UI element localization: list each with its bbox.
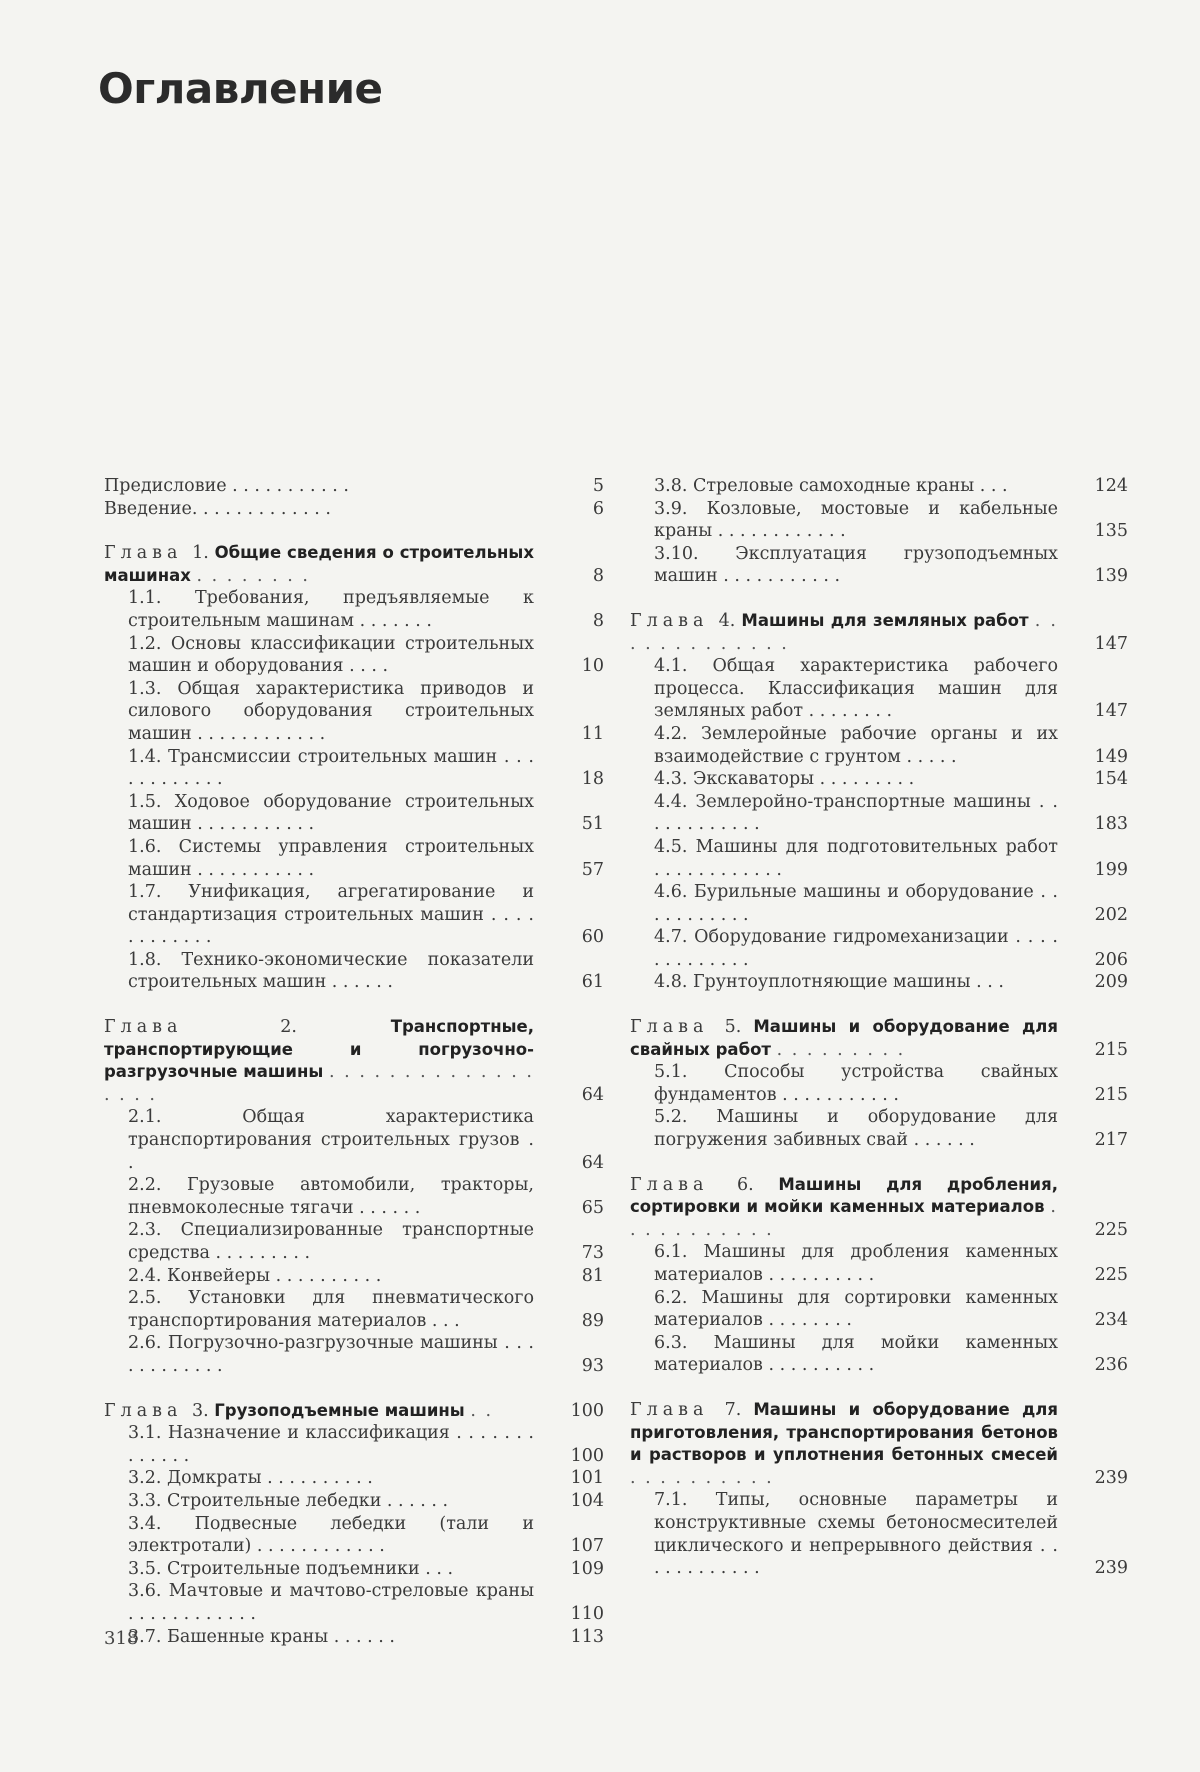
toc-section-entry <box>630 1287 1128 1332</box>
dot-leader: . . . . . . . . <box>196 565 310 586</box>
toc-entry-text: 3.2. Домкраты . . . . . . . . . . <box>128 1468 373 1489</box>
toc-page-number: 206 <box>1094 949 1128 970</box>
toc-page-number: 100 <box>570 1445 604 1466</box>
toc-section-entry <box>104 1513 604 1558</box>
chapter-title: Машины для земляных работ <box>741 610 1029 630</box>
toc-page-number: 239 <box>1094 1467 1128 1488</box>
toc-page-number: 51 <box>581 814 604 835</box>
toc-entry-text: 5.2. Машины и оборудование для погружения забивных свай . . . . . . <box>654 1107 1058 1151</box>
toc-page-number: 64 <box>581 1084 604 1105</box>
toc-section-entry <box>104 1558 604 1581</box>
toc-entry-text: 5.1. Способы устройства свайных фундаментов . . . . . . . . . . . <box>654 1062 1058 1105</box>
toc-page-number: 61 <box>581 972 604 993</box>
toc-section-entry <box>104 587 604 632</box>
toc-chapter-entry <box>104 1400 604 1423</box>
toc-page-number: 147 <box>1094 701 1128 722</box>
page-title: Оглавление <box>98 64 383 113</box>
toc-chapter-entry <box>630 1016 1128 1061</box>
toc-section-entry <box>104 1467 604 1490</box>
toc-entry-text: 2.1. Общая характеристика транспортирования строительных грузов . . <box>128 1107 534 1173</box>
toc-entry-text: 4.5. Машины для подготовительных работ . . . . . . . . . . . . <box>654 836 1058 880</box>
toc-entry-text <box>104 1400 552 1423</box>
toc-section-entry <box>104 633 604 678</box>
toc-entry-text: 2.2. Грузовые автомобили, тракторы, пневмоколесные тягачи . . . . . . <box>128 1175 534 1218</box>
toc-page-number: 149 <box>1094 746 1128 767</box>
toc-section-entry <box>630 1061 1128 1106</box>
toc-page-number: 109 <box>570 1558 604 1579</box>
chapter-title: Машины для дробления, сортировки и мойки каменных материалов <box>630 1174 1058 1217</box>
chapter-number: 1. <box>192 543 209 564</box>
toc-page-number: 101 <box>570 1468 604 1489</box>
toc-page-number: 217 <box>1094 1130 1128 1151</box>
toc-section-entry <box>630 543 1128 588</box>
toc-entry-text: 1.1. Требования, предъявляемые к строительным машинам . . . . . . . <box>128 588 534 631</box>
toc-chapter-entry <box>630 1399 1128 1489</box>
toc-entry-text: 3.1. Назначение и классификация . . . . . . . . . . . . . <box>128 1423 534 1466</box>
toc-entry-text: Введение. . . . . . . . . . . . . <box>104 498 331 519</box>
toc-page-number: 236 <box>1094 1355 1128 1376</box>
toc-section-entry <box>104 1106 604 1174</box>
toc-entry-text: 3.6. Мачтовые и мачтово-стреловые краны . . . . . . . . . . . . <box>128 1581 534 1624</box>
toc-entry-text: 3.3. Строительные лебедки . . . . . . <box>128 1490 449 1511</box>
dot-leader: . . . . . . . . . . . . . <box>630 610 1058 654</box>
toc-section-entry <box>104 746 604 791</box>
toc-entry-text: 2.4. Конвейеры . . . . . . . . . . <box>128 1265 382 1286</box>
toc-entry-text <box>104 542 552 587</box>
toc-section-entry <box>104 1219 604 1264</box>
toc-entry-text: 3.10. Эксплуатация грузоподъемных машин . . . . . . . . . . . <box>654 543 1058 587</box>
toc-section-entry <box>104 1626 604 1649</box>
dot-leader: . . . . . . . . . . <box>630 1467 774 1488</box>
toc-section-entry <box>104 949 604 994</box>
toc-section-entry <box>630 791 1128 836</box>
toc-page-number: 57 <box>581 859 604 880</box>
toc-section-entry <box>630 971 1128 994</box>
toc-page-number: 147 <box>1094 633 1128 654</box>
toc-entry-text: 4.8. Грунтоуплотняющие машины . . . <box>654 972 1004 993</box>
toc-page-number: 113 <box>570 1626 604 1647</box>
toc-entry-text: 6.2. Машины для сортировки каменных материалов . . . . . . . . <box>654 1287 1058 1331</box>
toc-entry-text <box>630 610 1076 655</box>
chapter-label: Глава <box>630 1017 709 1038</box>
toc-page-number: 8 <box>592 610 604 631</box>
toc-entry-text: 3.8. Стреловые самоходные краны . . . <box>654 476 1008 496</box>
toc-page-number: 225 <box>1094 1219 1128 1240</box>
toc-section-entry <box>630 768 1128 791</box>
toc-section-entry <box>104 1580 604 1625</box>
toc-page-number: 93 <box>581 1355 604 1376</box>
toc-entry-text: 6.1. Машины для дробления каменных материалов . . . . . . . . . . <box>654 1242 1058 1285</box>
toc-section-entry <box>104 1490 604 1513</box>
toc-entry-text: 6.3. Машины для мойки каменных материалов . . . . . . . . . . <box>654 1332 1058 1376</box>
toc-page-number: 73 <box>581 1243 604 1263</box>
toc-page-number: 81 <box>581 1265 604 1286</box>
toc-section-entry <box>630 926 1128 971</box>
toc-section-entry <box>630 881 1128 926</box>
toc-entry-text: 3.4. Подвесные лебедки (тали и электротали) . . . . . . . . . . . . <box>128 1513 534 1557</box>
chapter-label: Глава <box>630 1399 709 1420</box>
chapter-number: 7. <box>724 1399 742 1420</box>
toc-entry <box>104 475 604 498</box>
toc-section-entry <box>104 881 604 949</box>
toc-section-entry <box>104 1265 604 1288</box>
toc-page-number: 107 <box>570 1536 604 1557</box>
toc-page-number: 183 <box>1094 814 1128 835</box>
toc-section-entry <box>630 836 1128 881</box>
toc-page-number: 104 <box>570 1490 604 1511</box>
toc-page-number: 8 <box>592 565 604 586</box>
toc-right-column <box>630 475 1128 1580</box>
toc-page-number: 209 <box>1094 972 1128 993</box>
toc-entry <box>104 498 604 521</box>
chapter-number: 6. <box>737 1174 754 1195</box>
chapter-title: Грузоподъемные машины <box>214 1400 465 1420</box>
toc-page-number: 65 <box>581 1197 604 1218</box>
toc-section-entry <box>104 1422 604 1467</box>
toc-entry-text: 2.6. Погрузочно-разгрузочные машины . . . . . . . . . . . . <box>128 1333 534 1376</box>
dot-leader: . . . . . . . . . . . . . . . . . . <box>104 1062 534 1105</box>
toc-chapter-entry <box>630 1174 1128 1242</box>
toc-chapter-entry <box>104 542 604 587</box>
toc-section-entry <box>104 1332 604 1377</box>
toc-section-entry <box>630 1332 1128 1377</box>
toc-page-number: 110 <box>570 1603 604 1624</box>
chapter-label: Глава <box>630 610 709 631</box>
chapter-label: Глава <box>104 1017 183 1038</box>
toc-entry-text: 4.3. Экскаваторы . . . . . . . . . <box>654 769 915 790</box>
toc-entry-text: 1.7. Унификация, агрегатирование и стандартизация строительных машин . . . . . . . . . . . . <box>128 882 534 948</box>
chapter-label: Глава <box>630 1174 709 1195</box>
toc-section-entry <box>104 1287 604 1332</box>
toc-section-entry <box>630 498 1128 543</box>
toc-chapter-entry <box>104 1016 604 1106</box>
toc-page-number: 6 <box>592 498 604 519</box>
page-number: 318 <box>104 1628 139 1649</box>
toc-page-number: 225 <box>1094 1265 1128 1285</box>
toc-page-number: 100 <box>570 1400 604 1421</box>
chapter-title: Машины и оборудование для приготовления, транспортирования бетонов и растворов и уплотнения бетонных смесей <box>630 1399 1058 1465</box>
toc-entry-text: 4.6. Бурильные машины и оборудование . . . . . . . . . . . <box>654 882 1058 925</box>
toc-page-number: 89 <box>581 1310 604 1331</box>
toc-entry-text: Предисловие . . . . . . . . . . . <box>104 476 349 496</box>
toc-entry-text <box>104 1016 552 1106</box>
toc-entry-text: 3.7. Башенные краны . . . . . . <box>128 1626 395 1647</box>
toc-entry-text: 2.3. Специализированные транспортные средства . . . . . . . . . <box>128 1220 534 1263</box>
toc-entry-text: 1.5. Ходовое оборудование строительных машин . . . . . . . . . . . <box>128 791 534 835</box>
toc-page-number: 18 <box>581 769 604 790</box>
toc-page-number: 215 <box>1094 1084 1128 1105</box>
toc-entry-text: 1.8. Технико-экономические показатели строительных машин . . . . . . <box>128 949 534 993</box>
toc-page-number: 139 <box>1094 566 1128 587</box>
chapter-label: Глава <box>104 1400 183 1421</box>
toc-entry-text: 1.3. Общая характеристика приводов и силового оборудования строительных машин . . . . . . . . . . . . <box>128 678 534 744</box>
toc-chapter-entry <box>630 610 1128 655</box>
toc-entry-text: 3.9. Козловые, мостовые и кабельные краны . . . . . . . . . . . . <box>654 498 1058 542</box>
toc-entry-text: 2.5. Установки для пневматического транспортирования материалов . . . <box>128 1288 534 1331</box>
chapter-number: 4. <box>718 610 736 631</box>
toc-entry-text <box>630 1399 1076 1489</box>
toc-section-entry <box>630 1106 1128 1151</box>
toc-section-entry <box>630 1489 1128 1579</box>
toc-page-number: 215 <box>1094 1039 1128 1060</box>
chapter-title: Машины и оборудование для свайных работ <box>630 1017 1058 1059</box>
toc-section-entry <box>104 791 604 836</box>
toc-entry-text <box>630 1016 1076 1061</box>
toc-left-column <box>104 475 604 1648</box>
dot-leader: . . . . . . . . . . . <box>630 1197 1058 1240</box>
toc-entry-text: 4.4. Землеройно-транспортные машины . . . . . . . . . . . . <box>654 791 1058 835</box>
toc-page-number: 199 <box>1094 859 1128 880</box>
toc-entry-text: 4.7. Оборудование гидромеханизации . . . . . . . . . . . . . <box>654 927 1058 970</box>
toc-entry-text: 1.2. Основы классификации строительных машин и оборудования . . . . <box>128 633 534 677</box>
toc-section-entry <box>104 678 604 746</box>
toc-section-entry <box>630 475 1128 498</box>
toc-entry-text: 4.1. Общая характеристика рабочего процесса. Классификация машин для земляных работ . . . . . . . . <box>654 656 1058 722</box>
chapter-label: Глава <box>104 543 183 564</box>
chapter-number: 2. <box>280 1017 297 1038</box>
chapter-number: 3. <box>192 1400 209 1421</box>
toc-page-number: 10 <box>581 656 604 677</box>
chapter-title: Общие сведения о строительных машинах <box>104 543 534 585</box>
toc-page-number: 60 <box>581 927 604 948</box>
toc-entry-text: 1.4. Трансмиссии строительных машин . . . . . . . . . . . . <box>128 746 534 790</box>
toc-page-number: 202 <box>1094 904 1128 925</box>
toc-page-number: 135 <box>1094 521 1128 542</box>
toc-entry-text: 1.6. Системы управления строительных машин . . . . . . . . . . . <box>128 836 534 880</box>
toc-section-entry <box>630 723 1128 768</box>
dot-leader: . . <box>470 1400 494 1421</box>
toc-section-entry <box>630 655 1128 723</box>
toc-page-number: 124 <box>1094 476 1128 496</box>
toc-entry-text: 3.5. Строительные подъемники . . . <box>128 1558 454 1579</box>
toc-page-number: 234 <box>1094 1310 1128 1331</box>
chapter-title: Транспортные, транспортирующие и погрузочно-разгрузочные машины <box>104 1017 534 1082</box>
toc-page-number: 11 <box>581 723 604 744</box>
toc-page-number: 154 <box>1094 769 1128 790</box>
toc-entry-text <box>630 1174 1076 1242</box>
toc-page-number: 5 <box>592 476 604 496</box>
toc-page-number: 64 <box>581 1152 604 1173</box>
dot-leader: . . . . . . . . . <box>776 1039 906 1060</box>
toc-entry-text: 7.1. Типы, основные параметры и конструктивные схемы бетоносмесителей циклического и непрерывного действия . . . . . . . . . . . . <box>654 1490 1058 1579</box>
toc-entry-text: 4.2. Землеройные рабочие органы и их взаимодействие с грунтом . . . . . <box>654 723 1058 767</box>
toc-page-number: 239 <box>1094 1558 1128 1579</box>
toc-section-entry <box>630 1241 1128 1286</box>
toc-section-entry <box>104 1174 604 1219</box>
chapter-number: 5. <box>724 1017 742 1038</box>
toc-section-entry <box>104 836 604 881</box>
